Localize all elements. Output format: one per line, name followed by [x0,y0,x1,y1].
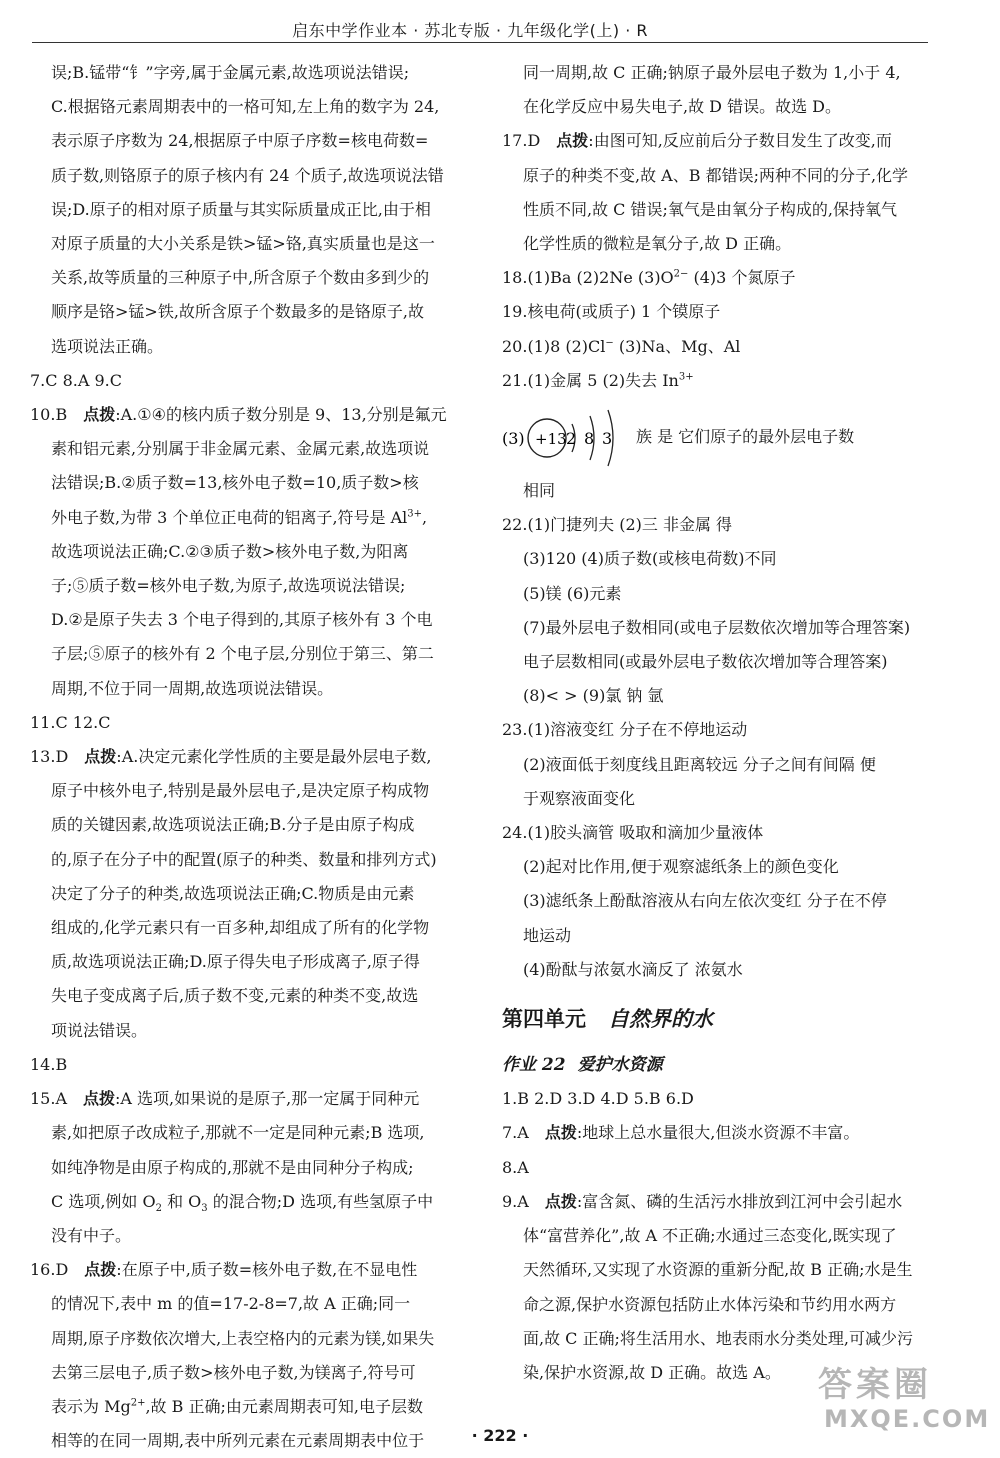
answer-text: 质的关键因素,故选项说法正确;B.分子是由原子构成 [51,815,415,835]
unit-label: 第四单元 [502,1006,586,1032]
left-column [30,56,466,1458]
answer-line [502,611,942,645]
answer-text: 法错误;B.②质子数=13,核外电子数=10,质子数>核 [51,473,419,493]
answer-text: 项说法错误。 [51,1020,148,1040]
answer-line [30,808,466,842]
question-number: 13.D [30,747,69,767]
answer-text: (2)起对比作用,便于观察滤纸条上的颜色变化 [523,857,839,877]
answer-line [502,474,942,508]
answer-text: 天然循环,又实现了水资源的重新分配,故 B 正确;水是生 [523,1260,913,1280]
page-number: · 222 · [471,1426,529,1445]
shell-electrons-3: 3 [602,429,613,449]
answer-line [502,295,942,329]
answer-line [502,1322,942,1356]
answer-text: 体“富营养化”,故 A 不正确;水通过三态变化,既实现了 [523,1226,897,1246]
answer-text: 命之源,保护水资源包括防止水体污染和节约用水两方 [523,1294,897,1314]
answer-text: 周期,原子序数依次增大,上表空格内的元素为镁,如果失 [51,1328,435,1348]
answer-line [502,261,942,295]
answer-text: 决定了分子的种类,故选项说法正确;C.物质是由元素 [51,883,415,903]
watermark-line-2: MXQE.COM [824,1405,991,1433]
right-answers-bottom [502,1082,942,1390]
answer-text: (8)< > (9)氯 钠 氩 [523,686,664,706]
answer-text: (3)120 (4)质子数(或核电荷数)不同 [523,549,777,569]
right-column [502,56,942,1390]
answer-line [502,330,942,364]
answer-text: :A.①④的核内质子数分别是 9、13,分别是氟元 [115,405,447,425]
answer-text: 23.(1)溶液变红 分子在不停地运动 [502,720,748,740]
answer-text: 素和铝元素,分别属于非金属元素、金属元素,故选项说 [51,439,430,459]
answer-text: :富含氮、磷的生活污水排放到江河中会引起水 [576,1191,903,1211]
watermark-logo [818,1365,990,1433]
question-number: 9.A [502,1191,529,1211]
answer-line [502,193,942,227]
answer-text: 的情况下,表中 m 的值=17-2-8=7,故 A 正确;同一 [51,1294,411,1314]
answer-line [30,774,466,808]
unit-heading [502,1004,942,1034]
homework-title: 爱护水资源 [577,1055,663,1076]
answer-line [30,1219,466,1253]
hint-keyword: 点拨 [84,747,117,767]
nucleus-charge: +13 [535,430,567,449]
question-number: 15.A [30,1089,67,1109]
answer-line [502,850,942,884]
answer-text: 14.B [30,1054,68,1074]
shell-electrons-1: 2 [566,429,577,449]
answer-text: :A.决定元素化学性质的主要是最外层电子数, [116,747,432,767]
answer-line [502,884,942,918]
answer-line [502,919,942,953]
question-number: 10.B [30,405,68,425]
answer-text: 染,保护水资源,故 D 正确。故选 A。 [523,1362,781,1382]
answer-line [502,645,942,679]
shell-electrons-2: 8 [584,429,595,449]
answer-text: 表示为 $Mg^{2+}$,故 B 正确;由元素周期表可知,电子层数 [51,1396,423,1416]
answer-text: 7.C 8.A 9.C [30,370,123,390]
answer-line [30,843,466,877]
answer-line [30,979,466,1013]
answer-text: 故选项说法正确;C.②③质子数>核外电子数,为阳离 [51,541,409,561]
answer-line [30,261,466,295]
question-number: 17.D [502,131,541,151]
answer-line [502,782,942,816]
answer-text: :由图可知,反应前后分子数目发生了改变,而 [588,131,892,151]
answer-line [30,911,466,945]
answer-line [502,364,942,398]
diagram-prefix: (3) [502,429,525,449]
answer-line [502,1253,942,1287]
answer-line [502,56,942,90]
answer-text: 的,原子在分子中的配置(原子的种类、数量和排列方式) [51,849,437,869]
answer-line [30,159,466,193]
answer-text: (7)最外层电子数相同(或电子层数依次增加等合理答案) [523,617,911,637]
answer-line [30,90,466,124]
answer-text: 原子中核外电子,特别是最外层电子,是决定原子构成物 [51,781,430,801]
answer-line [30,1048,466,1082]
answer-line [30,1253,466,1287]
answer-line [502,1116,942,1150]
answer-line [30,1151,466,1185]
hint-keyword: 点拨 [544,1191,577,1211]
answer-line [30,877,466,911]
answer-text: 于观察液面变化 [523,788,636,808]
answer-line [502,953,942,987]
answer-text: 子层;⑤原子的核外有 2 个电子层,分别位于第三、第二 [51,644,434,664]
answer-line [30,193,466,227]
aluminum-atom-diagram [502,404,632,474]
answer-text: 22.(1)门捷列夫 (2)三 非金属 得 [502,515,733,535]
answer-line [30,945,466,979]
answer-line [502,577,942,611]
answer-line [502,816,942,850]
answer-text: D.②是原子失去 3 个电子得到的,其原子核外有 3 个电 [51,610,433,630]
answer-text: 顺序是铬>锰>铁,故所含原子个数最多的是铬原子,故 [51,302,424,322]
answer-text: 去第三层电子,质子数>核外电子数,为镁离子,符号可 [51,1362,416,1382]
answer-line [30,432,466,466]
answer-line [502,748,942,782]
answer-line [502,159,942,193]
answer-text: 关系,故等质量的三种原子中,所含原子个数由多到少的 [51,268,430,288]
answer-line [30,1116,466,1150]
answer-line [30,706,466,740]
answer-text: C.根据铬元素周期表中的一格可知,左上角的数字为 24, [51,97,440,117]
answer-line [30,535,466,569]
answer-line [30,637,466,671]
answer-text: 18.(1)Ba (2)2Ne $(3)O^{2-}$ (4)3 个氮原子 [502,268,796,288]
answer-line [30,295,466,329]
answer-line [30,1390,466,1424]
answer-line [502,1219,942,1253]
answer-text: 在化学反应中易失电子,故 D 错误。故选 D。 [523,97,842,117]
answer-text: 外电子数,为带 3 个单位正电荷的铝离子,符号是 $Al^{3+}$, [51,507,428,527]
answer-text: 失电子变成离子后,质子数不变,元素的种类不变,故选 [51,986,419,1006]
answer-line [30,1082,466,1116]
answer-line [502,227,942,261]
answer-line [30,124,466,158]
answer-text: 误;D.原子的相对原子质量与其实际质量成正比,由于相 [51,199,431,219]
atom-answer-text: 族 是 它们原子的最外层电子数 [636,427,855,447]
answer-text: 质,故选项说法正确;D.原子得失电子形成离子,原子得 [51,952,420,972]
hint-keyword: 点拨 [544,1123,577,1143]
answer-line [502,542,942,576]
homework-heading [502,1048,942,1082]
answer-text: 原子的种类不变,故 A、B 都错误;两种不同的分子,化学 [523,165,909,185]
answer-line [30,398,466,432]
answer-line [30,672,466,706]
answer-text: 19.核电荷(或质子) 1 个镆原子 [502,302,721,322]
answer-text: 8.A [502,1157,529,1177]
header-title: 启东中学作业本 · 苏北专版 · 九年级化学(上) · R [292,21,648,40]
answer-text: 1.B 2.D 3.D 4.D 5.B 6.D [502,1089,694,1109]
hint-keyword: 点拨 [83,1089,116,1109]
question-number: 16.D [30,1260,69,1280]
answer-text: 素,如把原子改成粒子,那就不一定是同种元素;B 选项, [51,1123,425,1143]
answer-line [30,466,466,500]
answer-line [502,713,942,747]
answer-text: 11.C 12.C [30,712,111,732]
answer-text: (3)滤纸条上酚酞溶液从右向左依次变红 分子在不停 [523,891,887,911]
answer-text: 性质不同,故 C 错误;氧气是由氧分子构成的,保持氧气 [523,199,897,219]
answer-line [502,508,942,542]
answer-line [30,364,466,398]
answer-text: :在原子中,质子数=核外电子数,在不显电性 [116,1260,418,1280]
hint-keyword: 点拨 [556,131,589,151]
page-header [32,18,928,43]
answer-text: 化学性质的微粒是氧分子,故 D 正确。 [523,234,792,254]
answer-text: 电子层数相同(或最外层电子数依次增加等合理答案) [523,652,888,672]
answer-text: 相等的在同一周期,表中所列元素在元素周期表中位于 [51,1431,425,1451]
answer-line [502,1082,942,1116]
answer-text: 21.(1)金属 5 (2)失去 $In^{3+}$ [502,370,694,390]
answer-line [30,1014,466,1048]
answer-text: 如纯净物是由原子构成的,那就不是由同种分子构成; [51,1157,414,1177]
answer-text: 20.(1)8 (2)Cl− (3)Na、Mg、Al [502,336,741,356]
answer-line [30,1322,466,1356]
answer-line [30,1287,466,1321]
answer-line [30,330,466,364]
answer-text: (5)镁 (6)元素 [523,583,622,603]
answer-text: 表示原子序数为 24,根据原子中原子序数=核电荷数= [51,131,429,151]
answer-text: (4)酚酞与浓氨水滴反了 浓氨水 [523,959,743,979]
answer-text: :地球上总水量很大,但淡水资源不丰富。 [576,1123,860,1143]
answer-text: 同一周期,故 C 正确;钠原子最外层电子数为 1,小于 4, [523,63,901,82]
answer-line [502,1185,942,1219]
answer-text: C 选项,例如 $O_2$ 和 $O_3$ 的混合物;D 选项,有些氢原子中 [51,1191,434,1214]
answer-text: :A 选项,如果说的是原子,那一定属于同种元 [115,1089,420,1109]
watermark-line-1: 答案圈 [818,1365,932,1405]
answer-text: 对原子质量的大小关系是铁>锰>铬,真实质量也是这一 [51,234,435,254]
answer-text: 子;⑤质子数=核外电子数,为原子,故选项说法错误; [51,576,406,596]
answer-line [502,1151,942,1185]
atom-structure-line [502,404,942,474]
answer-line [30,569,466,603]
answer-line [502,90,942,124]
answer-line [30,227,466,261]
homework-label: 作业 22 [502,1055,566,1076]
answer-line [502,124,942,158]
answer-line [30,603,466,637]
answer-line [30,1185,466,1219]
right-answers-middle [502,474,942,987]
answer-line [30,501,466,535]
answer-line [502,679,942,713]
answer-line [30,740,466,774]
hint-keyword: 点拨 [83,405,116,425]
answer-text: 质子数,则铬原子的原子核内有 24 个质子,故选项说法错 [51,165,444,185]
answer-text: (2)液面低于刻度线且距离较远 分子之间有间隔 便 [523,754,876,774]
answer-text: 24.(1)胶头滴管 吸取和滴加少量液体 [502,823,764,843]
answer-line [30,1356,466,1390]
answer-line [30,56,466,90]
answer-text: 组成的,化学元素只有一百多种,却组成了所有的化学物 [51,918,430,938]
answer-text: 相同 [523,481,556,501]
right-answers-top [502,56,942,398]
answer-line [502,1288,942,1322]
answer-text: 地运动 [523,925,572,945]
hint-keyword: 点拨 [84,1260,117,1280]
answer-text: 没有中子。 [51,1225,132,1245]
unit-title: 自然界的水 [608,1006,713,1032]
answer-text: 周期,不位于同一周期,故选项说法错误。 [51,678,334,698]
answer-text: 选项说法正确。 [51,336,164,356]
answer-text: 面,故 C 正确;将生活用水、地表雨水分类处理,可减少污 [523,1328,913,1348]
question-number: 7.A [502,1123,529,1143]
answer-text: 误;B.锰带“钅”字旁,属于金属元素,故选项说法错误; [51,63,410,82]
